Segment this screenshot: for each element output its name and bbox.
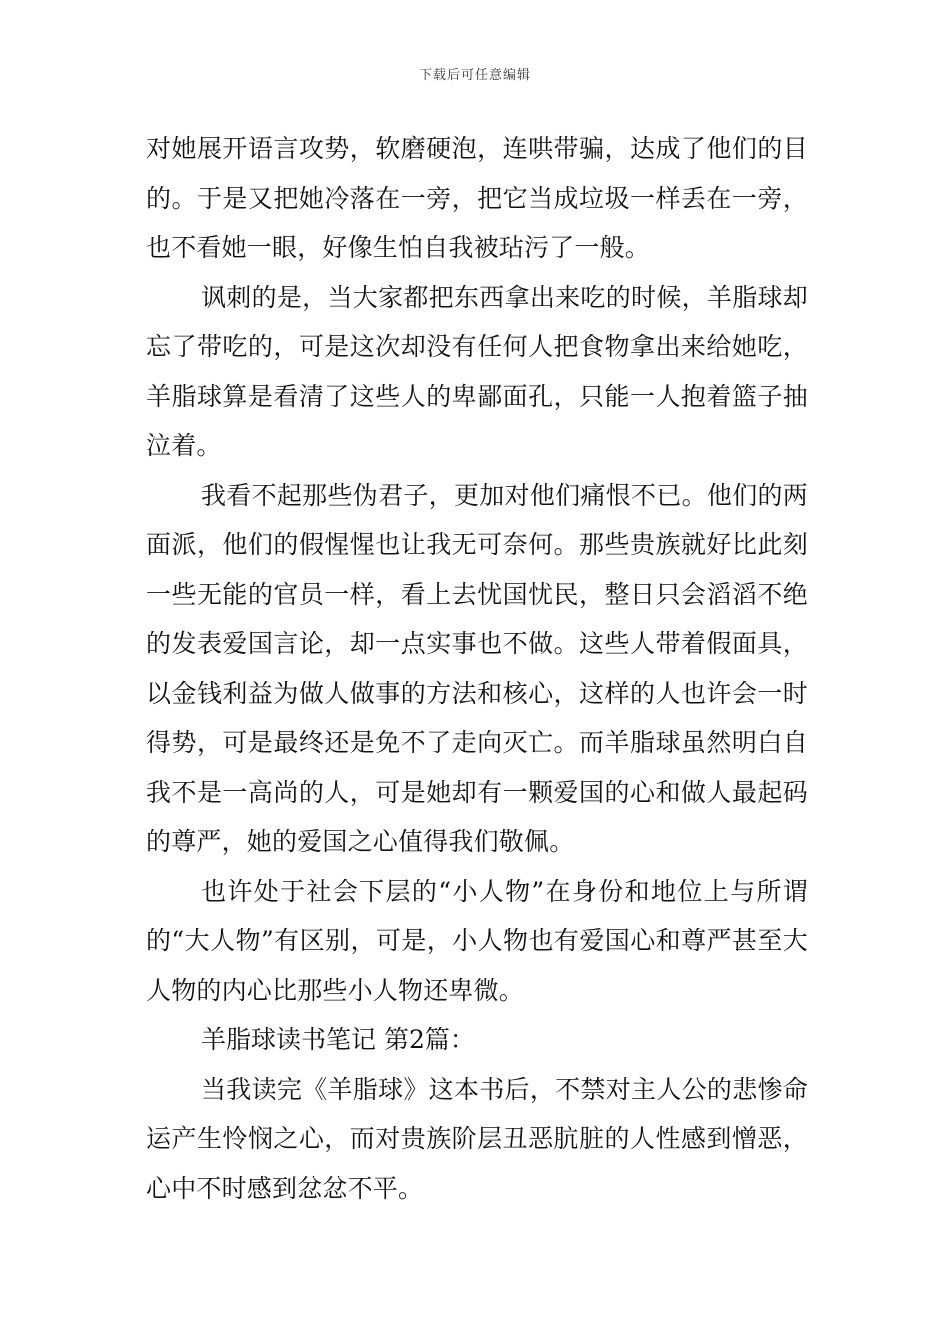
paragraph-3: 我看不起那些伪君子，更加对他们痛恨不已。他们的两面派，他们的假惺惺也让我无可奈何。那些贵族就好比此刻一些无能的官员一样，看上去忧国忧民，整日只会滔滔不绝的发表爱国言论，却一点实事也不做。这些人带着假面具，以金钱利益为做人做事的方法和核心，这样的人也许会一时得势，可是最终还是免不了走向灭亡。而羊脂球虽然明白自我不是一高尚的人，可是她却有一颗爱国的心和做人最起码的尊严，她的爱国之心值得我们敬佩。 — [146, 480, 808, 856]
paragraph-4: 也许处于社会下层的“小人物”在身份和地位上与所谓的“大人物”有区别，可是，小人物也有爱国心和尊严甚至大人物的内心比那些小人物还卑微。 — [146, 876, 808, 1005]
document-body — [146, 124, 808, 1213]
paragraph-1: 对她展开语言攻势，软磨硬泡，连哄带骗，达成了他们的目的。于是又把她冷落在一旁，把它当成垃圾一样丢在一旁，也不看她一眼，好像生怕自我被玷污了一般。 — [146, 134, 808, 262]
page-header-note: 下载后可任意编辑 — [418, 68, 531, 83]
section-heading: 羊脂球读书笔记 第2篇： — [201, 1025, 475, 1054]
paragraph-2: 讽刺的是，当大家都把东西拿出来吃的时候，羊脂球却忘了带吃的，可是这次却没有任何人把食物拿出来给她吃，羊脂球算是看清了这些人的卑鄙面孔，只能一人抱着篮子抽泣着。 — [146, 282, 808, 460]
paragraph-5: 当我读完《羊脂球》这本书后，不禁对主人公的悲惨命运产生怜悯之心，而对贵族阶层丑恶肮脏的人性感到憎恶，心中不时感到忿忿不平。 — [146, 1074, 808, 1203]
